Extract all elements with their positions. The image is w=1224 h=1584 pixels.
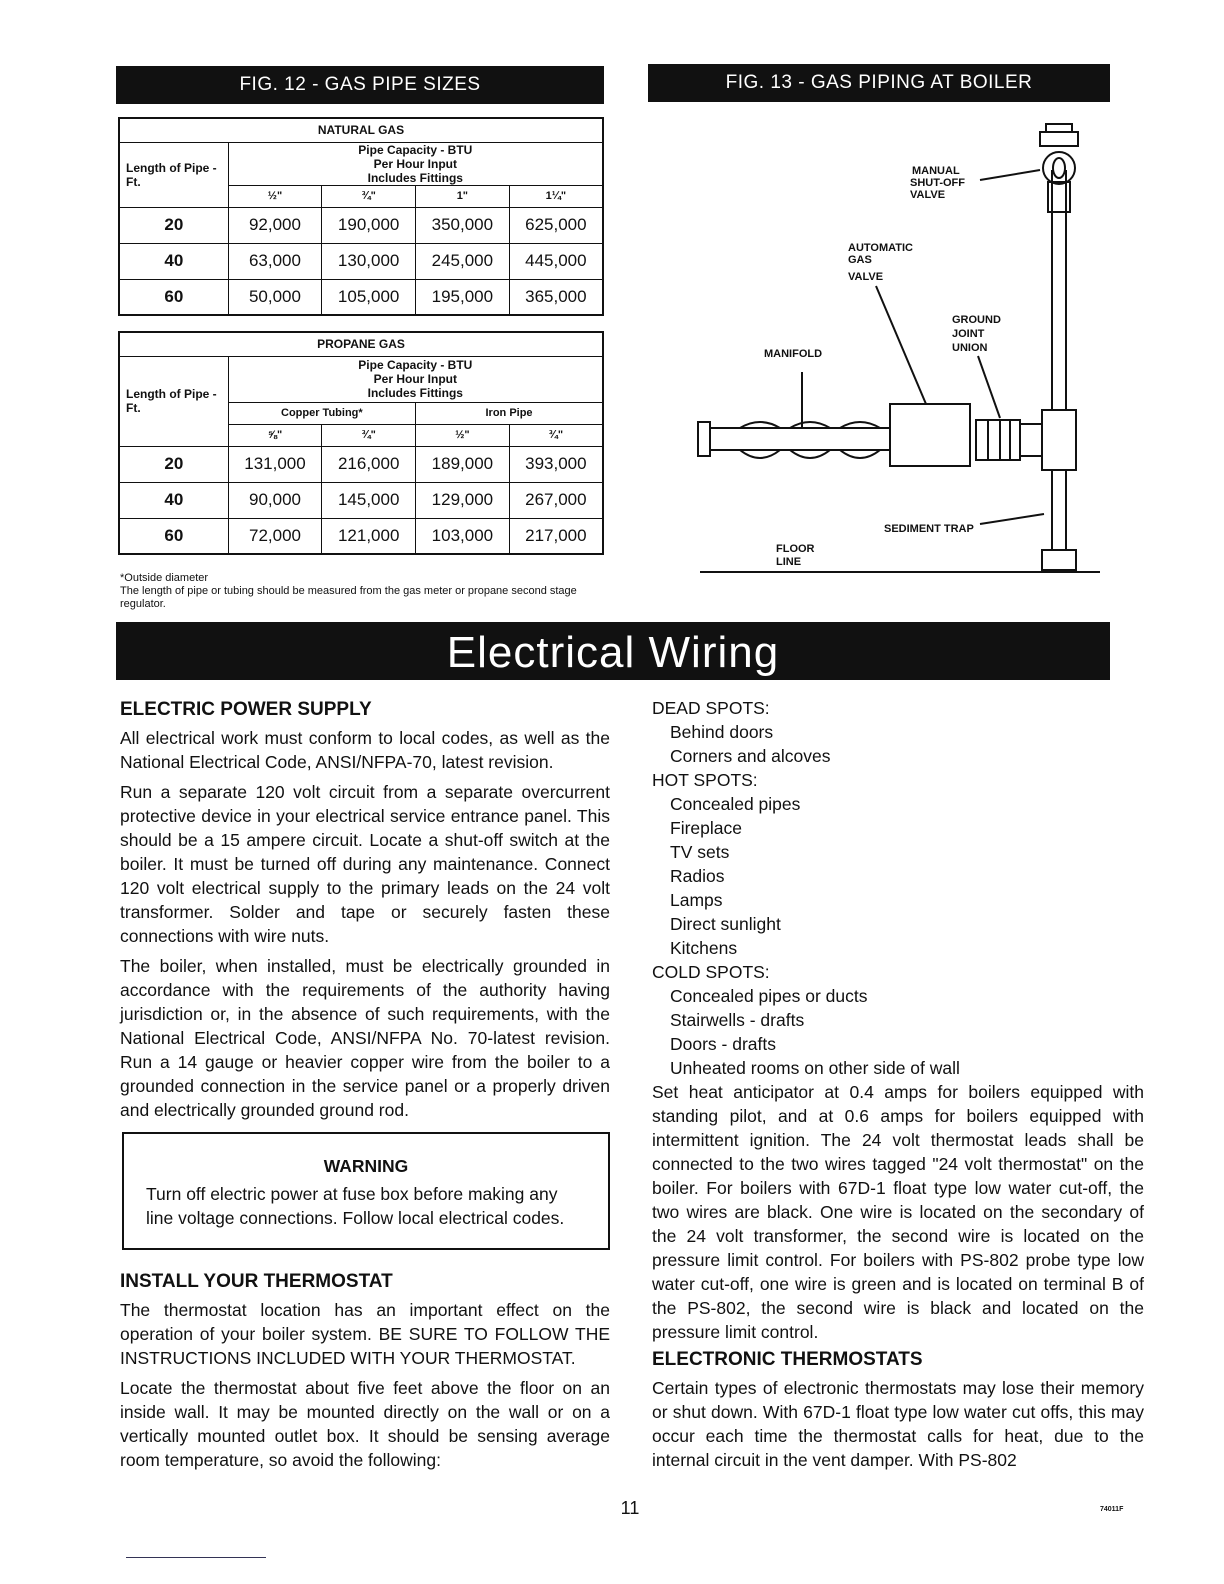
- left-column: [120, 698, 610, 1128]
- cell: 131,000: [228, 446, 322, 482]
- row-length: 20: [119, 207, 228, 243]
- row-length: 60: [119, 279, 228, 315]
- cold-spots-heading: COLD SPOTS:: [652, 962, 770, 982]
- paragraph: The boiler, when installed, must be electrically grounded in accordance with the requirements of the authority having jurisdiction or, in the absence of such requirements, with the National Electrical Code, ANSI/NFPA No. 70-latest revision. Run a 14 gauge or heavier copper wire from the boiler to a grounded connection in the service panel or a properly driven and electrically grounded ground rod.: [120, 956, 610, 1120]
- label-floor: FLOOR: [776, 543, 815, 555]
- natural-size: ½": [228, 185, 322, 207]
- paragraph: Certain types of electronic thermostats may lose their memory or shut down. With 67D-1 float type low water cut offs, this may occur each time the thermostat calls for heat, due to the internal circuit in the vent damper. With PS-802: [652, 1378, 1144, 1470]
- cell: 105,000: [322, 279, 416, 315]
- cell: 121,000: [322, 518, 416, 554]
- paragraph: Locate the thermostat about five feet above the floor on an inside wall. It may be mounted directly on the wall or on a vertically mounted outlet box. It should be sensing average room temperature, so avoid the following:: [120, 1378, 610, 1470]
- cell: 365,000: [509, 279, 603, 315]
- iron-pipe-label: Iron Pipe: [416, 402, 603, 424]
- cell: 103,000: [416, 518, 510, 554]
- right-column: [652, 696, 1144, 1478]
- label-manual: MANUAL: [912, 165, 960, 177]
- cell: 217,000: [509, 518, 603, 554]
- hot-spots-heading: HOT SPOTS:: [652, 770, 758, 790]
- cell: 245,000: [416, 243, 510, 279]
- list-item: Concealed pipes or ducts: [670, 986, 868, 1006]
- cell: 445,000: [509, 243, 603, 279]
- table-row: [119, 207, 603, 243]
- row-length: 20: [119, 446, 228, 482]
- row-length: 40: [119, 482, 228, 518]
- footnote-outside-diameter: *Outside diameter: [120, 572, 209, 584]
- paragraph: The thermostat location has an important effect on the operation of your boiler system. BE SURE TO FOLLOW THE INSTRUCTIONS INCLUDED WITH YOUR THERMOSTAT.: [120, 1300, 610, 1368]
- list-item: Kitchens: [670, 938, 738, 958]
- paragraph: Run a separate 120 volt circuit from a separate overcurrent protective device in your electrical service entrance panel. This should be a 15 ampere circuit. Locate a shut-off switch at the boiler. It must be turned off during any maintenance. Connect 120 volt electrical supply to the primary leads on the 24 volt transformer. Solder and tape or securely fasten these connections with wire nuts.: [120, 782, 610, 946]
- label-valve: VALVE: [910, 189, 946, 201]
- row-length: 60: [119, 518, 228, 554]
- list-item: Unheated rooms on other side of wall: [670, 1058, 960, 1078]
- natural-size: ¾": [322, 185, 416, 207]
- electronic-thermostats-heading: ELECTRONIC THERMOSTATS: [652, 1349, 923, 1370]
- label-ground: GROUND: [952, 314, 1001, 326]
- power-supply-heading: ELECTRIC POWER SUPPLY: [120, 699, 372, 720]
- table-row: [119, 482, 603, 518]
- doc-code: 74011F: [1100, 1506, 1124, 1513]
- cell: 189,000: [416, 446, 510, 482]
- cell: 267,000: [509, 482, 603, 518]
- label-joint: JOINT: [952, 328, 985, 340]
- cell: 63,000: [228, 243, 322, 279]
- label-auto-valve: VALVE: [848, 271, 884, 283]
- label-union: UNION: [952, 342, 988, 354]
- natural-gas-table: [118, 117, 604, 316]
- list-item: Direct sunlight: [670, 914, 781, 934]
- cell: 190,000: [322, 207, 416, 243]
- cell: 216,000: [322, 446, 416, 482]
- cell: 393,000: [509, 446, 603, 482]
- table-row: [119, 518, 603, 554]
- propane-gas-title: PROPANE GAS: [119, 332, 603, 356]
- cell: 90,000: [228, 482, 322, 518]
- warning-title: WARNING: [323, 1156, 409, 1176]
- propane-size: ⅝": [228, 424, 322, 446]
- footnote-length: The length of pipe or tubing should be measured from the gas meter or propane second stage regulator.: [120, 585, 577, 610]
- propane-size: ¾": [322, 424, 416, 446]
- list-item: Radios: [670, 866, 725, 886]
- section-title: Electrical Wiring: [116, 622, 1110, 680]
- label-gas: GAS: [848, 254, 872, 266]
- list-item: Concealed pipes: [670, 794, 801, 814]
- warning-text: Turn off electric power at fuse box before making any line voltage connections. Follow local electrical codes.: [146, 1184, 565, 1228]
- fig12-footnote: [120, 572, 610, 611]
- copper-tubing-label: Copper Tubing*: [228, 402, 415, 424]
- propane-size: ½": [416, 424, 510, 446]
- cell: 92,000: [228, 207, 322, 243]
- natural-size: 1¼": [509, 185, 603, 207]
- cell: 50,000: [228, 279, 322, 315]
- table-row: [119, 243, 603, 279]
- fig12-title: FIG. 12 - GAS PIPE SIZES: [116, 66, 604, 104]
- table-row: [119, 446, 603, 482]
- label-sediment-trap: SEDIMENT TRAP: [884, 523, 974, 535]
- natural-length-label: Length of Pipe - Ft.: [119, 142, 228, 207]
- table-row: [119, 279, 603, 315]
- list-item: Corners and alcoves: [670, 746, 831, 766]
- natural-gas-title: NATURAL GAS: [119, 118, 603, 142]
- left-column-2: [120, 1270, 610, 1478]
- propane-length-label: Length of Pipe - Ft.: [119, 356, 228, 446]
- page-number: 11: [620, 1498, 640, 1518]
- list-item: Stairwells - drafts: [670, 1010, 805, 1030]
- dead-spots-heading: DEAD SPOTS:: [652, 698, 770, 718]
- list-item: Lamps: [670, 890, 723, 910]
- propane-capacity-label: Pipe Capacity - BTU Per Hour Input Includes Fittings: [228, 356, 603, 402]
- row-length: 40: [119, 243, 228, 279]
- cell: 195,000: [416, 279, 510, 315]
- label-automatic: AUTOMATIC: [848, 242, 913, 254]
- fig13-title: FIG. 13 - GAS PIPING AT BOILER: [648, 64, 1110, 102]
- gas-piping-diagram: [680, 110, 1110, 580]
- label-manifold: MANIFOLD: [764, 348, 823, 360]
- list-item: Behind doors: [670, 722, 774, 742]
- natural-capacity-label: Pipe Capacity - BTU Per Hour Input Includes Fittings: [228, 142, 603, 185]
- list-item: TV sets: [670, 842, 730, 862]
- list-item: Fireplace: [670, 818, 742, 838]
- cell: 625,000: [509, 207, 603, 243]
- paragraph: Set heat anticipator at 0.4 amps for boilers equipped with standing pilot, and at 0.6 amps for boilers equipped with intermittent ignition. The 24 volt thermostat leads shall be connected to the two wires tagged "24 volt thermostat" on the boiler. For boilers with 67D-1 float type low water cut-off, the two wires are black. One wire is located on the secondary of the 24 volt transformer, the second wire is located on the pressure limit control. For boilers with PS-802 probe type low water cut-off, one wire is green and is located on terminal B of the PS-802, the second wire is black and located on the pressure limit control.: [652, 1082, 1144, 1342]
- footer-rule: [126, 1557, 266, 1558]
- cell: 72,000: [228, 518, 322, 554]
- thermostat-heading: INSTALL YOUR THERMOSTAT: [120, 1271, 393, 1292]
- cell: 130,000: [322, 243, 416, 279]
- label-shutoff: SHUT-OFF: [910, 177, 965, 189]
- warning-box: [122, 1132, 610, 1250]
- natural-size: 1": [416, 185, 510, 207]
- paragraph: All electrical work must conform to local codes, as well as the National Electrical Code, ANSI/NFPA-70, latest revision.: [120, 728, 610, 772]
- cell: 129,000: [416, 482, 510, 518]
- label-line: LINE: [776, 556, 802, 568]
- cell: 145,000: [322, 482, 416, 518]
- propane-gas-table: [118, 331, 604, 555]
- list-item: Doors - drafts: [670, 1034, 776, 1054]
- cell: 350,000: [416, 207, 510, 243]
- propane-size: ¾": [509, 424, 603, 446]
